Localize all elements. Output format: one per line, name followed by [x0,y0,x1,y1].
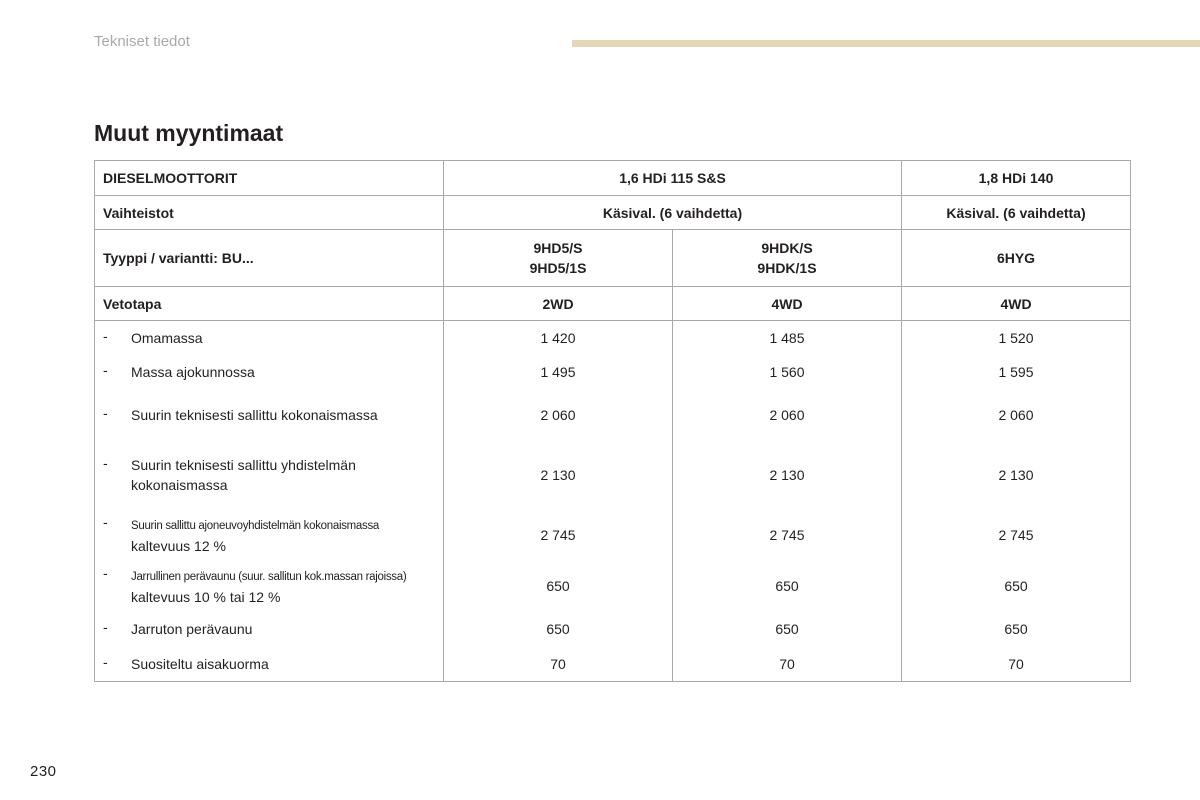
variant-cell [902,230,1131,287]
variant-label: Tyyppi / variantti: BU... [95,230,444,287]
value-cell: 2 060 [673,390,902,440]
dash: - [103,327,108,344]
drive-row [95,287,1131,321]
row-label [95,612,444,647]
value-cell: 2 130 [902,440,1131,510]
variant-cell [444,230,673,287]
table-row [95,510,1131,560]
row-label-text: Suurin teknisesti sallittu yhdistelmän [131,456,356,473]
gearbox-2: Käsival. (6 vaihdetta) [902,196,1131,230]
value-cell: 1 495 [444,355,673,390]
value-cell: 70 [902,647,1131,682]
variant-cell [673,230,902,287]
row-label-text: Suositeltu aisakuorma [131,655,269,672]
row-label [95,355,444,390]
page-number: 230 [30,763,57,780]
engine-row [95,161,1131,196]
engine-2: 1,8 HDi 140 [902,161,1131,196]
table-row [95,647,1131,682]
row-label-text: Suurin sallittu ajoneuvoyhdistelmän kokonaismassa [131,519,380,532]
row-label-text: Jarrullinen perävaunu (suur. sallitun kok.massan rajoissa) [131,570,407,583]
value-cell: 2 745 [902,510,1131,560]
value-cell: 650 [902,612,1131,647]
value-cell: 1 520 [902,321,1131,355]
table-row [95,321,1131,355]
dash: - [103,404,108,421]
value-cell: 70 [673,647,902,682]
value-cell: 2 745 [444,510,673,560]
variant-line: 9HDK/1S [757,260,817,276]
value-cell: 70 [444,647,673,682]
value-cell: 1 485 [673,321,902,355]
variant-line: 6HYG [996,250,1036,266]
engine-1: 1,6 HDi 115 S&S [444,161,902,196]
row-label [95,390,444,440]
row-label-line2: kokonaismassa [131,476,228,493]
value-cell: 1 595 [902,355,1131,390]
variant-row [95,230,1131,287]
row-label-text: Jarruton perävaunu [131,621,253,637]
table-row [95,612,1131,647]
value-cell: 1 560 [673,355,902,390]
dash: - [103,362,108,378]
engine-header: DIESELMOOTTORIT [95,161,444,196]
table-row [95,560,1131,612]
row-label-line2: kaltevuus 12 % [131,537,226,554]
value-cell: 650 [444,560,673,612]
section-label: Tekniset tiedot [94,33,190,50]
drive-label: Vetotapa [95,287,444,321]
row-label [95,321,444,355]
row-label [95,560,444,612]
drive-cell: 4WD [673,287,902,321]
dash: - [103,513,108,530]
value-cell: 2 060 [902,390,1131,440]
value-cell: 1 420 [444,321,673,355]
value-cell: 2 745 [673,510,902,560]
value-cell: 2 060 [444,390,673,440]
specs-table [94,160,1131,682]
table-row [95,440,1131,510]
value-cell: 650 [444,612,673,647]
header-rule [572,40,1200,47]
dash: - [103,454,108,471]
value-cell: 650 [673,612,902,647]
gearbox-1: Käsival. (6 vaihdetta) [444,196,902,230]
variant-line: 9HDK/S [761,240,813,256]
table-row [95,355,1131,390]
variant-line: 9HD5/1S [529,260,587,276]
page-title: Muut myyntimaat [94,120,284,146]
value-cell: 2 130 [673,440,902,510]
gearbox-label: Vaihteistot [95,196,444,230]
row-label-line2: kaltevuus 10 % tai 12 % [131,588,281,605]
row-label-text: Massa ajokunnossa [131,364,255,380]
dash: - [103,619,108,635]
row-label-text: Suurin teknisesti sallittu kokonaismassa [131,406,378,423]
value-cell: 2 130 [444,440,673,510]
row-label [95,647,444,682]
variant-line: 9HD5/S [533,240,583,256]
drive-cell: 2WD [444,287,673,321]
value-cell: 650 [902,560,1131,612]
drive-cell: 4WD [902,287,1131,321]
table-row [95,390,1131,440]
dash: - [103,564,108,581]
gearbox-row [95,196,1131,230]
row-label-text: Omamassa [131,329,203,346]
row-label [95,440,444,510]
dash: - [103,653,108,670]
value-cell: 650 [673,560,902,612]
row-label [95,510,444,560]
